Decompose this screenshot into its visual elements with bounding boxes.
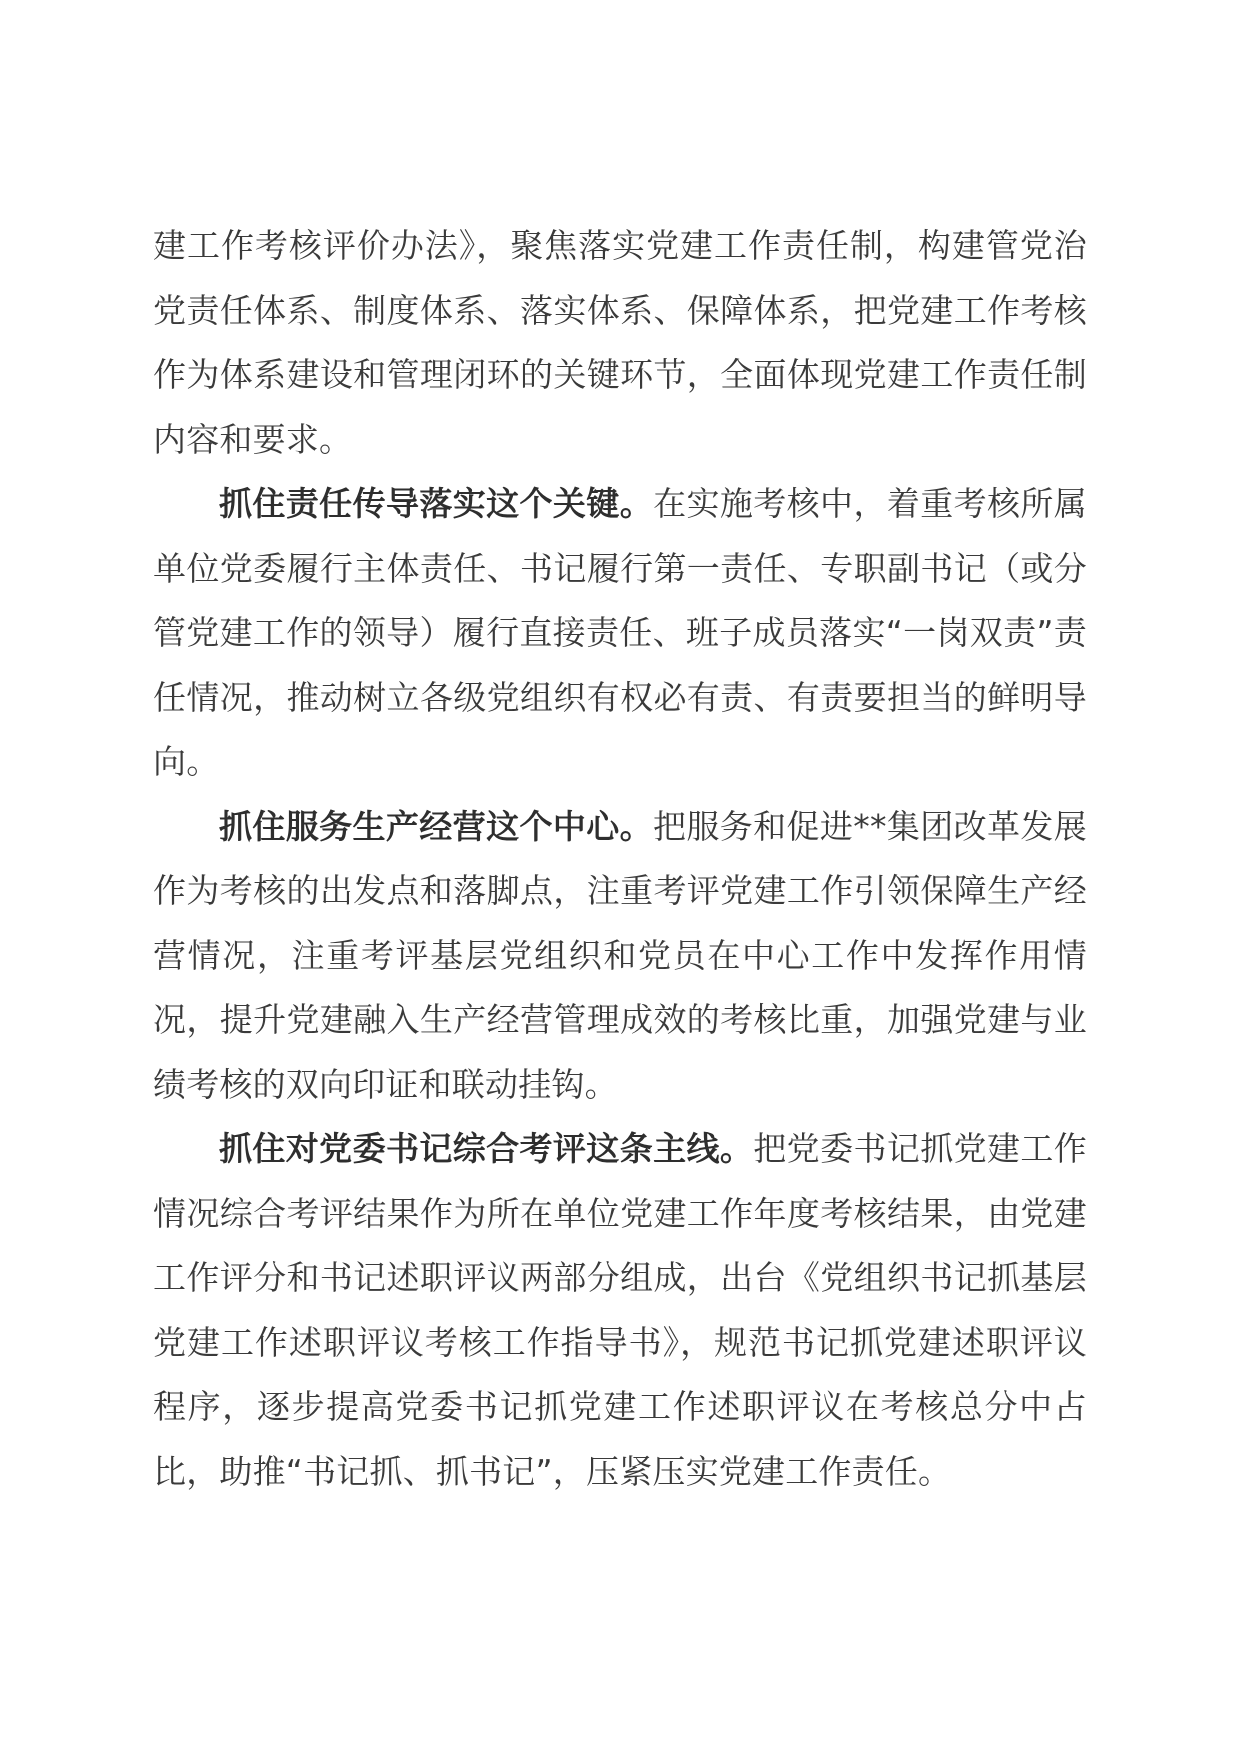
paragraph-2 [153,472,1087,795]
paragraph-2-lead: 抓住责任传导落实这个关键。 [219,484,654,523]
paragraph-3-text: 把服务和促进**集团改革发展作为考核的出发点和落脚点，注重考评党建工作引领保障生产经营情况，注重考评基层党组织和党员在中心工作中发挥作用情况，提升党建融入生产经营管理成效的考核比重，加强党建与业绩考核的双向印证和联动挂钩。 [153,806,1087,1104]
paragraph-3-lead: 抓住服务生产经营这个中心。 [219,806,653,846]
paragraph-4 [153,1117,1087,1504]
paragraph-1 [153,214,1087,472]
paragraph-4-text: 把党委书记抓党建工作情况综合考评结果作为所在单位党建工作年度考核结果，由党建工作评分和书记述职评议两部分组成，出台《党组织书记抓基层党建工作述职评议考核工作指导书》，规范书记抓党建述职评议程序，逐步提高党委书记抓党建工作述职评议在考核总分中占比，助推“书记抓、抓书记”，压紧压实党建工作责任。 [153,1129,1088,1491]
paragraph-1-text: 建工作考核评价办法》，聚焦落实党建工作责任制，构建管党治党责任体系、制度体系、落实体系、保障体系，把党建工作考核作为体系建设和管理闭环的关键环节，全面体现党建工作责任制内容和要求。 [153,226,1087,459]
paragraph-3 [153,795,1087,1118]
document-body [153,214,1087,1504]
paragraph-2-text: 在实施考核中，着重考核所属单位党委履行主体责任、书记履行第一责任、专职副书记（或分管党建工作的领导）履行直接责任、班子成员落实“一岗双责”责任情况，推动树立各级党组织有权必有责、有责要担当的鲜明导向。 [153,484,1087,781]
paragraph-4-lead: 抓住对党委书记综合考评这条主线。 [219,1129,754,1168]
